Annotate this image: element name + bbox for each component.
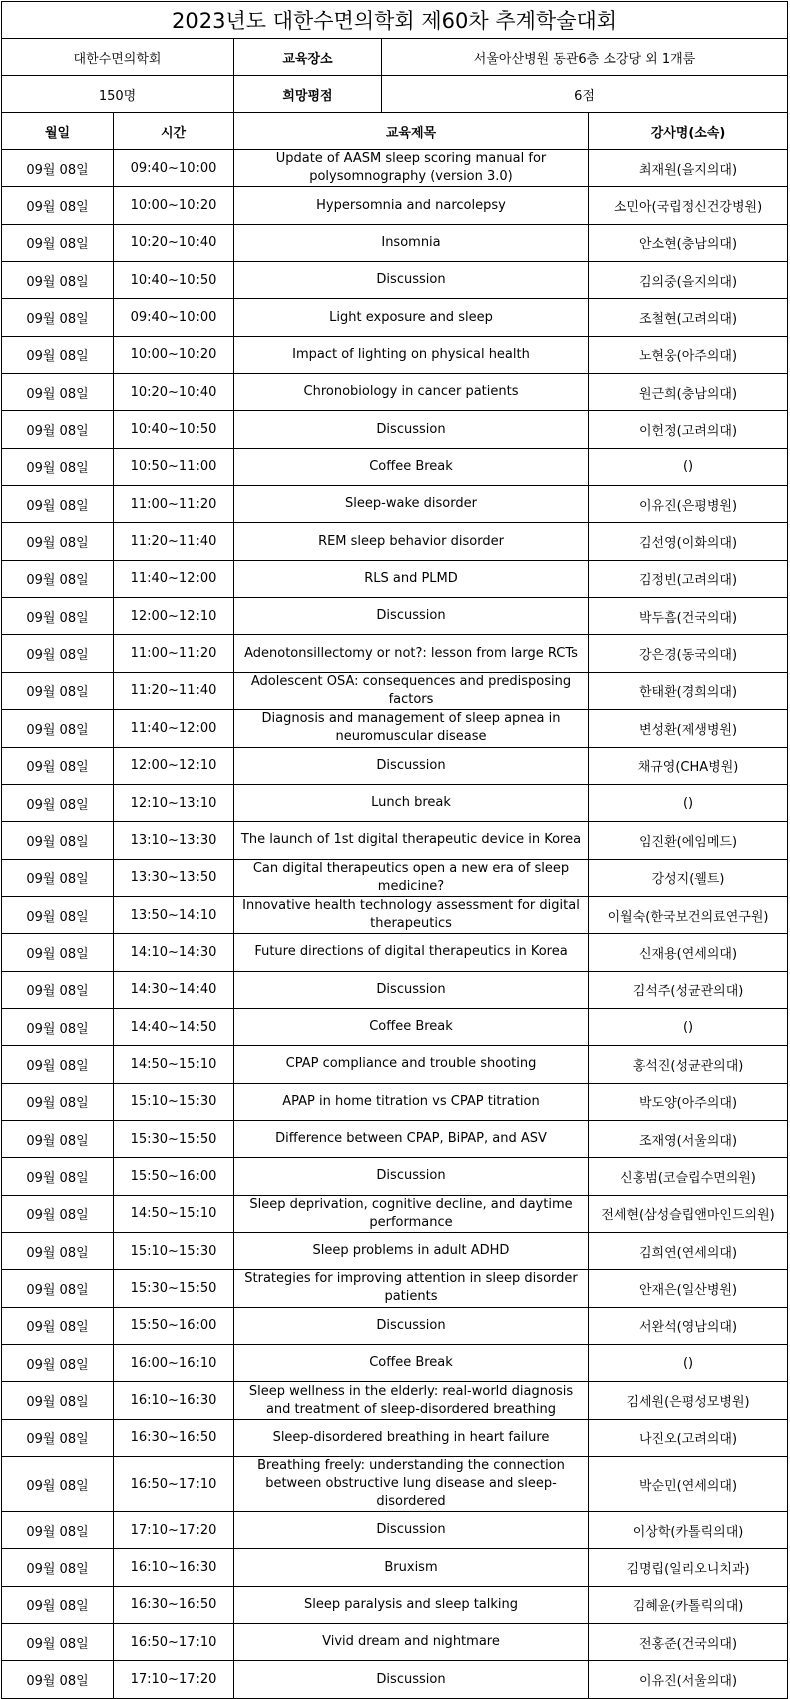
lecturer-cell: 김의중(을지의대): [589, 262, 788, 299]
lecturer-cell: 조철현(고려의대): [589, 299, 788, 336]
time-cell: 12:00~12:10: [114, 747, 234, 784]
lecturer-cell: 안재은(일산병원): [589, 1270, 788, 1307]
table-row: [2, 523, 788, 560]
lecturer-cell: 박순민(연세의대): [589, 1457, 788, 1512]
lecturer-cell: 박두흠(건국의대): [589, 598, 788, 635]
subject-cell: Discussion: [234, 1661, 589, 1698]
time-cell: 10:50~11:00: [114, 448, 234, 485]
time-cell: 15:30~15:50: [114, 1270, 234, 1307]
time-cell: 16:00~16:10: [114, 1345, 234, 1382]
date-cell: 09월 08일: [2, 1549, 114, 1586]
lecturer-cell: 한태환(경희의대): [589, 672, 788, 709]
table-row: [2, 1008, 788, 1045]
header-lecturer: 강사명(소속): [589, 113, 788, 150]
time-cell: 12:00~12:10: [114, 598, 234, 635]
table-row: [2, 1345, 788, 1382]
header-time: 시간: [114, 113, 234, 150]
time-cell: 11:00~11:20: [114, 635, 234, 672]
time-cell: 10:20~10:40: [114, 374, 234, 411]
date-cell: 09월 08일: [2, 1158, 114, 1195]
time-cell: 10:40~10:50: [114, 411, 234, 448]
subject-cell: Innovative health technology assessment for digital therapeutics: [234, 896, 589, 933]
lecturer-cell: 채규영(CHA병원): [589, 747, 788, 784]
table-row: [2, 448, 788, 485]
venue-label: 교육장소: [234, 39, 382, 76]
subject-cell: Update of AASM sleep scoring manual for polysomnography (version 3.0): [234, 150, 589, 187]
time-cell: 11:00~11:20: [114, 486, 234, 523]
time-cell: 10:20~10:40: [114, 224, 234, 261]
lecturer-cell: 김세원(은평성모병원): [589, 1382, 788, 1419]
table-row: [2, 747, 788, 784]
time-cell: 16:50~17:10: [114, 1457, 234, 1512]
lecturer-cell: 강은경(동국의대): [589, 635, 788, 672]
lecturer-cell: 이월숙(한국보건의료연구원): [589, 896, 788, 933]
subject-cell: Coffee Break: [234, 1345, 589, 1382]
column-header-row: [2, 113, 788, 150]
date-cell: 09월 08일: [2, 486, 114, 523]
date-cell: 09월 08일: [2, 1382, 114, 1419]
time-cell: 16:30~16:50: [114, 1419, 234, 1456]
table-row: [2, 224, 788, 261]
date-cell: 09월 08일: [2, 1046, 114, 1083]
time-cell: 15:10~15:30: [114, 1083, 234, 1120]
date-cell: 09월 08일: [2, 187, 114, 224]
lecturer-cell: 김석주(성균관의대): [589, 971, 788, 1008]
table-row: [2, 411, 788, 448]
table-row: [2, 486, 788, 523]
table-row: [2, 1661, 788, 1698]
subject-cell: Coffee Break: [234, 1008, 589, 1045]
table-row: [2, 1120, 788, 1157]
time-cell: 13:30~13:50: [114, 859, 234, 896]
table-row: [2, 1195, 788, 1232]
table-row: [2, 1549, 788, 1586]
lecturer-cell: 김선영(이화의대): [589, 523, 788, 560]
date-cell: 09월 08일: [2, 1586, 114, 1623]
lecturer-cell: 임진환(에임메드): [589, 822, 788, 859]
date-cell: 09월 08일: [2, 672, 114, 709]
time-cell: 09:40~10:00: [114, 150, 234, 187]
date-cell: 09월 08일: [2, 747, 114, 784]
date-cell: 09월 08일: [2, 822, 114, 859]
subject-cell: Bruxism: [234, 1549, 589, 1586]
subject-cell: Discussion: [234, 411, 589, 448]
time-cell: 15:50~16:00: [114, 1158, 234, 1195]
date-cell: 09월 08일: [2, 934, 114, 971]
subject-cell: Sleep-disordered breathing in heart failure: [234, 1419, 589, 1456]
time-cell: 09:40~10:00: [114, 299, 234, 336]
date-cell: 09월 08일: [2, 560, 114, 597]
lecturer-cell: 김명립(일리오니치과): [589, 1549, 788, 1586]
lecturer-cell: 이헌정(고려의대): [589, 411, 788, 448]
subject-cell: Vivid dream and nightmare: [234, 1624, 589, 1661]
subject-cell: Breathing freely: understanding the connection between obstructive lung disease and sleep-disordered: [234, 1457, 589, 1512]
lecturer-cell: 전홍준(건국의대): [589, 1624, 788, 1661]
time-cell: 15:50~16:00: [114, 1307, 234, 1344]
table-row: [2, 934, 788, 971]
date-cell: 09월 08일: [2, 1345, 114, 1382]
table-row: [2, 1046, 788, 1083]
table-row: [2, 560, 788, 597]
date-cell: 09월 08일: [2, 1661, 114, 1698]
lecturer-cell: 소민아(국립정신건강병원): [589, 187, 788, 224]
time-cell: 12:10~13:10: [114, 784, 234, 821]
subject-cell: RLS and PLMD: [234, 560, 589, 597]
table-row: [2, 187, 788, 224]
time-cell: 15:10~15:30: [114, 1232, 234, 1269]
lecturer-cell: 조재영(서울의대): [589, 1120, 788, 1157]
time-cell: 10:00~10:20: [114, 336, 234, 373]
time-cell: 13:50~14:10: [114, 896, 234, 933]
time-cell: 13:10~13:30: [114, 822, 234, 859]
lecturer-cell: 김희연(연세의대): [589, 1232, 788, 1269]
date-cell: 09월 08일: [2, 523, 114, 560]
subject-cell: Future directions of digital therapeutics in Korea: [234, 934, 589, 971]
subject-cell: Light exposure and sleep: [234, 299, 589, 336]
lecturer-cell: (): [589, 448, 788, 485]
table-row: [2, 336, 788, 373]
header-date: 월일: [2, 113, 114, 150]
lecturer-cell: 김혜윤(카톨릭의대): [589, 1586, 788, 1623]
date-cell: 09월 08일: [2, 336, 114, 373]
table-row: [2, 374, 788, 411]
date-cell: 09월 08일: [2, 896, 114, 933]
lecturer-cell: 안소현(충남의대): [589, 224, 788, 261]
points-label: 희망평점: [234, 76, 382, 113]
table-row: [2, 710, 788, 747]
date-cell: 09월 08일: [2, 448, 114, 485]
subject-cell: Discussion: [234, 1512, 589, 1549]
table-row: [2, 1270, 788, 1307]
table-row: [2, 822, 788, 859]
subject-cell: Adolescent OSA: consequences and predisposing factors: [234, 672, 589, 709]
lecturer-cell: 나진오(고려의대): [589, 1419, 788, 1456]
lecturer-cell: (): [589, 1345, 788, 1382]
time-cell: 17:10~17:20: [114, 1512, 234, 1549]
venue-value: 서울아산병원 동관6층 소강당 외 1개룸: [382, 39, 788, 76]
date-cell: 09월 08일: [2, 1270, 114, 1307]
date-cell: 09월 08일: [2, 262, 114, 299]
subject-cell: Discussion: [234, 971, 589, 1008]
subject-cell: CPAP compliance and trouble shooting: [234, 1046, 589, 1083]
capacity-value: 150명: [2, 76, 234, 113]
table-row: [2, 1624, 788, 1661]
time-cell: 15:30~15:50: [114, 1120, 234, 1157]
date-cell: 09월 08일: [2, 150, 114, 187]
subject-cell: APAP in home titration vs CPAP titration: [234, 1083, 589, 1120]
time-cell: 11:20~11:40: [114, 672, 234, 709]
lecturer-cell: 서완석(영남의대): [589, 1307, 788, 1344]
date-cell: 09월 08일: [2, 1307, 114, 1344]
lecturer-cell: 신재용(연세의대): [589, 934, 788, 971]
info-row-venue: [2, 39, 788, 76]
points-value: 6점: [382, 76, 788, 113]
lecturer-cell: 전세현(삼성슬립앤마인드의원): [589, 1195, 788, 1232]
subject-cell: Impact of lighting on physical health: [234, 336, 589, 373]
time-cell: 10:40~10:50: [114, 262, 234, 299]
subject-cell: Discussion: [234, 1158, 589, 1195]
time-cell: 17:10~17:20: [114, 1661, 234, 1698]
table-row: [2, 1307, 788, 1344]
table-row: [2, 784, 788, 821]
table-row: [2, 299, 788, 336]
lecturer-cell: 홍석진(성균관의대): [589, 1046, 788, 1083]
date-cell: 09월 08일: [2, 971, 114, 1008]
subject-cell: Sleep wellness in the elderly: real-world diagnosis and treatment of sleep-disordered breathing: [234, 1382, 589, 1419]
lecturer-cell: 원근희(충남의대): [589, 374, 788, 411]
time-cell: 14:30~14:40: [114, 971, 234, 1008]
title-row: [2, 2, 788, 39]
table-row: [2, 672, 788, 709]
date-cell: 09월 08일: [2, 1457, 114, 1512]
date-cell: 09월 08일: [2, 1419, 114, 1456]
subject-cell: Lunch break: [234, 784, 589, 821]
time-cell: 11:40~12:00: [114, 710, 234, 747]
subject-cell: Can digital therapeutics open a new era of sleep medicine?: [234, 859, 589, 896]
subject-cell: REM sleep behavior disorder: [234, 523, 589, 560]
lecturer-cell: 김정빈(고려의대): [589, 560, 788, 597]
time-cell: 16:30~16:50: [114, 1586, 234, 1623]
date-cell: 09월 08일: [2, 784, 114, 821]
time-cell: 14:50~15:10: [114, 1046, 234, 1083]
lecturer-cell: 이유진(서울의대): [589, 1661, 788, 1698]
table-row: [2, 1586, 788, 1623]
date-cell: 09월 08일: [2, 635, 114, 672]
table-row: [2, 1158, 788, 1195]
header-subject: 교육제목: [234, 113, 589, 150]
time-cell: 14:10~14:30: [114, 934, 234, 971]
subject-cell: Discussion: [234, 747, 589, 784]
time-cell: 14:40~14:50: [114, 1008, 234, 1045]
lecturer-cell: 이상학(카톨릭의대): [589, 1512, 788, 1549]
subject-cell: Sleep paralysis and sleep talking: [234, 1586, 589, 1623]
time-cell: 16:10~16:30: [114, 1549, 234, 1586]
table-row: [2, 1382, 788, 1419]
date-cell: 09월 08일: [2, 411, 114, 448]
subject-cell: Hypersomnia and narcolepsy: [234, 187, 589, 224]
date-cell: 09월 08일: [2, 710, 114, 747]
subject-cell: Discussion: [234, 598, 589, 635]
subject-cell: Sleep deprivation, cognitive decline, and daytime performance: [234, 1195, 589, 1232]
date-cell: 09월 08일: [2, 299, 114, 336]
time-cell: 16:50~17:10: [114, 1624, 234, 1661]
table-row: [2, 635, 788, 672]
info-row-capacity: [2, 76, 788, 113]
table-row: [2, 1083, 788, 1120]
table-row: [2, 971, 788, 1008]
table-row: [2, 1457, 788, 1512]
subject-cell: Insomnia: [234, 224, 589, 261]
subject-cell: Discussion: [234, 1307, 589, 1344]
subject-cell: Discussion: [234, 262, 589, 299]
subject-cell: The launch of 1st digital therapeutic device in Korea: [234, 822, 589, 859]
table-row: [2, 1232, 788, 1269]
lecturer-cell: 변성환(제생병원): [589, 710, 788, 747]
lecturer-cell: 강성지(웰트): [589, 859, 788, 896]
subject-cell: Strategies for improving attention in sleep disorder patients: [234, 1270, 589, 1307]
table-row: [2, 1512, 788, 1549]
lecturer-cell: 이유진(은평병원): [589, 486, 788, 523]
date-cell: 09월 08일: [2, 1195, 114, 1232]
time-cell: 10:00~10:20: [114, 187, 234, 224]
lecturer-cell: 박도양(아주의대): [589, 1083, 788, 1120]
lecturer-cell: 최재원(을지의대): [589, 150, 788, 187]
time-cell: 16:10~16:30: [114, 1382, 234, 1419]
subject-cell: Coffee Break: [234, 448, 589, 485]
date-cell: 09월 08일: [2, 1083, 114, 1120]
subject-cell: Adenotonsillectomy or not?: lesson from large RCTs: [234, 635, 589, 672]
subject-cell: Sleep problems in adult ADHD: [234, 1232, 589, 1269]
table-row: [2, 859, 788, 896]
table-row: [2, 1419, 788, 1456]
lecturer-cell: 신홍범(코슬립수면의원): [589, 1158, 788, 1195]
lecturer-cell: (): [589, 784, 788, 821]
subject-cell: Chronobiology in cancer patients: [234, 374, 589, 411]
table-row: [2, 896, 788, 933]
schedule-table: [1, 1, 788, 1699]
date-cell: 09월 08일: [2, 374, 114, 411]
subject-cell: Difference between CPAP, BiPAP, and ASV: [234, 1120, 589, 1157]
date-cell: 09월 08일: [2, 1008, 114, 1045]
date-cell: 09월 08일: [2, 1232, 114, 1269]
time-cell: 11:40~12:00: [114, 560, 234, 597]
lecturer-cell: 노현웅(아주의대): [589, 336, 788, 373]
date-cell: 09월 08일: [2, 598, 114, 635]
time-cell: 11:20~11:40: [114, 523, 234, 560]
date-cell: 09월 08일: [2, 1512, 114, 1549]
date-cell: 09월 08일: [2, 1120, 114, 1157]
table-row: [2, 598, 788, 635]
organizer-value: 대한수면의학회: [2, 39, 234, 76]
date-cell: 09월 08일: [2, 224, 114, 261]
time-cell: 14:50~15:10: [114, 1195, 234, 1232]
page-title: 2023년도 대한수면의학회 제60차 추계학술대회: [2, 2, 788, 39]
lecturer-cell: (): [589, 1008, 788, 1045]
subject-cell: Sleep-wake disorder: [234, 486, 589, 523]
date-cell: 09월 08일: [2, 1624, 114, 1661]
schedule-document: [1, 1, 787, 1690]
date-cell: 09월 08일: [2, 859, 114, 896]
table-row: [2, 150, 788, 187]
table-row: [2, 262, 788, 299]
subject-cell: Diagnosis and management of sleep apnea in neuromuscular disease: [234, 710, 589, 747]
